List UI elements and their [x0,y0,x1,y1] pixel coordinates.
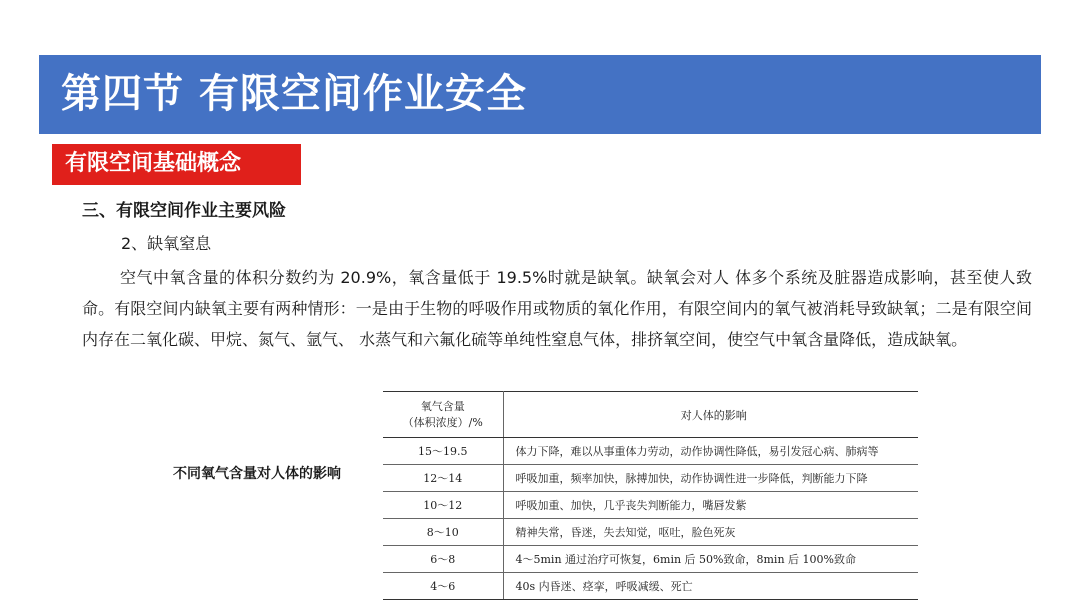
section-tag [52,144,301,185]
table-row [383,573,918,600]
oxygen-effects-table [383,391,918,600]
header-effect: 对人体的影响 [503,392,918,438]
table-row [383,492,918,519]
cell-range: 4～6 [383,573,503,600]
table-header-row [383,392,918,438]
section-heading: 三、有限空间作业主要风险 [82,201,286,221]
header-oxygen-content-line2: （体积浓度）/% [402,415,483,429]
cell-range: 8～10 [383,519,503,546]
title-bar [39,55,1041,134]
cell-range: 6～8 [383,546,503,573]
cell-effect: 呼吸加重，频率加快，脉搏加快，动作协调性进一步降低，判断能力下降 [503,465,918,492]
cell-effect: 精神失常，昏迷，失去知觉，呕吐，脸色死灰 [503,519,918,546]
table-caption: 不同氧气含量对人体的影响 [173,466,341,482]
table-row [383,438,918,465]
cell-effect: 体力下降，难以从事重体力劳动，动作协调性降低，易引发冠心病、肺病等 [503,438,918,465]
body-paragraph: 空气中氧含量的体积分数约为 20.9%，氧含量低于 19.5%时就是缺氧。缺氧会对人 体多个系统及脏器造成影响，甚至使人致命。有限空间内缺氧主要有两种情形：一是由于生物的呼吸作用或物质的氧化作用，有限空间内的氧气被消耗导致缺氧；二是有限空间内存在二氧化碳、甲烷、氮气、氩气、 水蒸气和六氟化硫等单纯性窒息气体，排挤氧空间，使空气中氧含量降低，造成缺氧。 [82,268,1032,349]
subsection-heading: 2、缺氧窒息 [121,234,212,253]
table-row [383,546,918,573]
cell-effect: 呼吸加重、加快，几乎丧失判断能力，嘴唇发紫 [503,492,918,519]
section-tag-label: 有限空间基础概念 [65,151,242,176]
header-oxygen-content [383,392,503,438]
cell-range: 15～19.5 [383,438,503,465]
cell-range: 10～12 [383,492,503,519]
cell-effect: 4～5min 通过治疗可恢复，6min 后 50%致命，8min 后 100%致命 [503,546,918,573]
cell-effect: 40s 内昏迷、痉挛，呼吸减缓、死亡 [503,573,918,600]
table-row [383,519,918,546]
header-oxygen-content-line1: 氧气含量 [420,399,465,413]
cell-range: 12～14 [383,465,503,492]
slide-title: 第四节 有限空间作业安全 [61,71,527,117]
table-row [383,465,918,492]
